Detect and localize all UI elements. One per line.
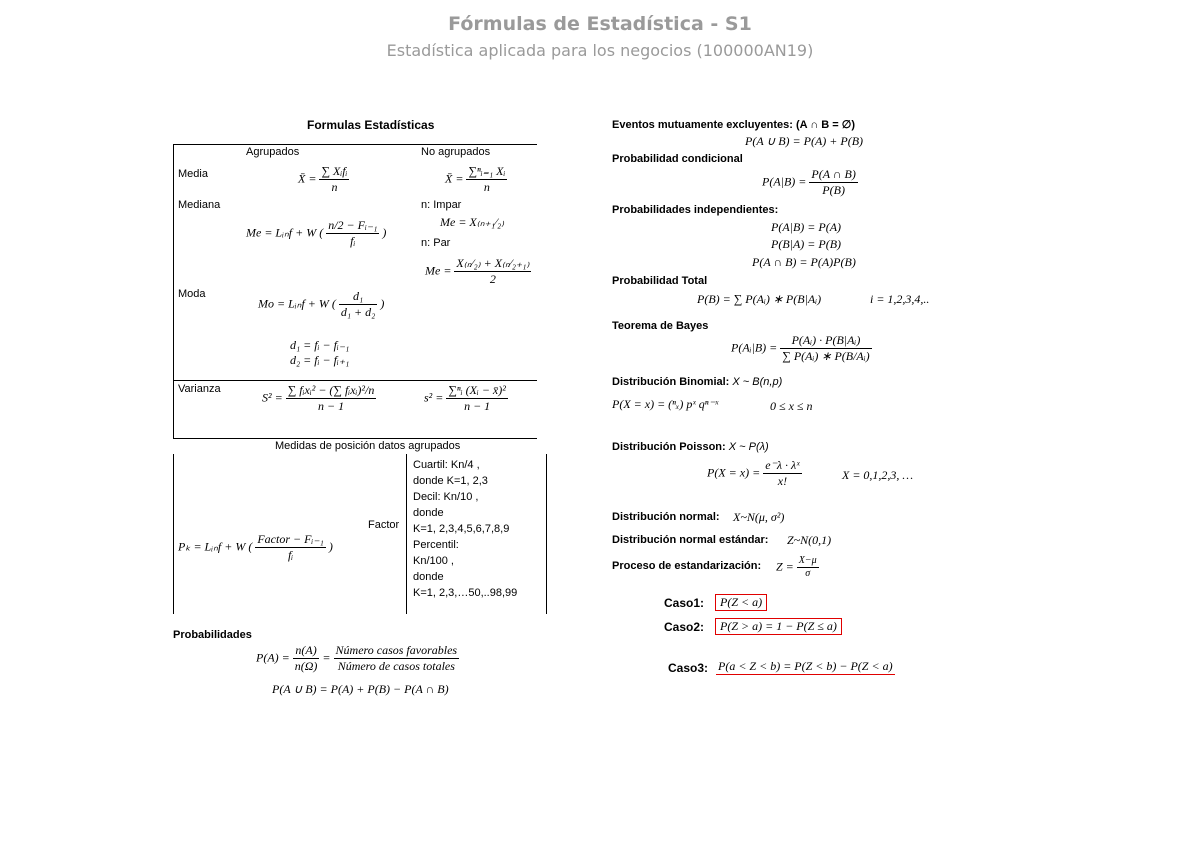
poisson-denominator: x! xyxy=(777,474,788,488)
position-divider-rule xyxy=(406,454,407,614)
bayes-formula xyxy=(731,333,872,364)
pk-fraction xyxy=(255,532,326,563)
conditional-numerator: P(A ∩ B) xyxy=(811,167,856,181)
page-title: Fórmulas de Estadística - S1 xyxy=(448,13,752,35)
exclusive-events-label: Eventos mutuamente excluyentes: (A ∩ B = ∅) xyxy=(612,119,855,131)
bayes-numerator: P(Aᵢ) · P(B|Aᵢ) xyxy=(780,333,871,349)
poisson-range: X = 0,1,2,3, … xyxy=(842,468,914,482)
exclusive-events-formula: P(A ∪ B) = P(A) + P(B) xyxy=(745,134,864,148)
me-impar-formula: Me = X₍ₙ₊₁⁄₂₎ xyxy=(440,215,505,229)
case2-label: Caso2: xyxy=(664,620,705,634)
standardization-lhs: Z = xyxy=(776,559,794,574)
probability-classic-fraction-counts xyxy=(293,643,320,674)
factor-definitions xyxy=(413,457,517,601)
table-left-rule xyxy=(173,144,174,439)
me-par-formula xyxy=(425,256,531,287)
varianza-ungrouped-lhs: s² = xyxy=(424,390,444,405)
row-label-media: Media xyxy=(178,168,208,180)
conditional-fraction xyxy=(809,167,857,198)
position-left-rule xyxy=(173,454,174,614)
probability-classic-formula: P(A) = $\frac{n(A)}{n(\Omega)}$ = $\frac{\text{Número casos favorables}}{\text{Número de casos totales}}$ xyxy=(256,643,458,673)
varianza-grouped-denominator: n − 1 xyxy=(317,399,345,413)
standardization-denominator: σ xyxy=(805,568,811,579)
poisson-distribution: X ~ P(λ) xyxy=(728,441,769,453)
factor-label: Factor xyxy=(368,519,400,531)
standardization-label: Proceso de estandarización: xyxy=(612,560,762,572)
factor-line: donde xyxy=(413,507,444,519)
varianza-grouped-formula xyxy=(262,383,376,414)
me-par-lhs: Me = xyxy=(425,263,452,278)
pk-rhs: ) xyxy=(328,539,333,554)
mediana-grouped-denominator: fᵢ xyxy=(350,234,356,248)
case3-label: Caso3: xyxy=(668,661,709,675)
me-par-denominator: 2 xyxy=(489,272,496,286)
position-measures-title: Medidas de posición datos agrupados xyxy=(275,440,461,452)
varianza-grouped-fraction xyxy=(286,383,377,414)
poisson-label: Distribución Poisson: xyxy=(612,441,726,453)
varianza-grouped-lhs: S² = xyxy=(262,390,283,405)
total-probability-label: Probabilidad Total xyxy=(612,275,708,287)
d2-formula: d₂ = fᵢ − fᵢ₊₁ xyxy=(290,353,350,367)
probability-classic-numerator-words: Número casos favorables xyxy=(335,643,458,657)
total-probability-formula: P(B) = ∑ P(Aᵢ) ∗ P(B|Aᵢ) xyxy=(697,292,822,306)
pk-formula xyxy=(178,532,333,563)
varianza-ungrouped-denominator: n − 1 xyxy=(464,399,491,413)
standardization-fraction xyxy=(797,555,819,580)
col-header-ungrouped: No agrupados xyxy=(421,146,491,158)
probability-classic-denominator-words: Número de casos totales xyxy=(337,659,455,673)
pk-lhs: Pₖ = Lᵢₙf + W ( xyxy=(178,539,253,554)
independent-formula-3: P(A ∩ B) = P(A)P(B) xyxy=(752,255,856,269)
probability-union-formula: P(A ∪ B) = P(A) + P(B) − P(A ∩ B) xyxy=(272,682,449,696)
media-ungrouped-numerator: ∑ⁿᵢ₌₁ Xᵢ xyxy=(468,164,506,178)
moda-denominator: d₁ + d₂ xyxy=(340,305,376,319)
row-label-mediana: Mediana xyxy=(178,199,221,211)
media-grouped-formula xyxy=(298,164,349,195)
factor-line: K=1, 2,3,4,5,6,7,8,9 xyxy=(413,523,510,535)
binomial-formula: P(X = x) = (ⁿₓ) pˣ qⁿ⁻ˣ xyxy=(612,397,719,411)
media-grouped-lhs: X̄ = xyxy=(298,171,317,186)
mediana-grouped-rhs: ) xyxy=(382,225,387,240)
factor-line: Percentil: xyxy=(413,539,459,551)
moda-rhs: ) xyxy=(380,296,385,311)
mediana-grouped-formula xyxy=(246,218,386,249)
binomial-label-row xyxy=(612,376,782,388)
moda-formula xyxy=(258,289,384,320)
poisson-lhs: P(X = x) = xyxy=(707,465,761,480)
probability-classic-denominator-counts: n(Ω) xyxy=(294,659,318,673)
mediana-grouped-numerator: n/2 − Fᵢ₋₁ xyxy=(328,218,378,232)
independent-probabilities-label: Probabilidades independientes: xyxy=(612,204,779,216)
table-top-rule xyxy=(173,144,537,145)
bayes-lhs: P(Aᵢ|B) = xyxy=(731,340,778,355)
standardization-numerator: X−μ xyxy=(798,555,817,566)
poisson-label-row xyxy=(612,441,769,453)
factor-line: K=1, 2,3,…50,..98,99 xyxy=(413,587,518,599)
bayes-label: Teorema de Bayes xyxy=(612,320,709,332)
pk-denominator: fᵢ xyxy=(287,548,294,562)
bayes-fraction xyxy=(780,333,871,364)
moda-lhs: Mo = Lᵢₙf + W ( xyxy=(258,296,336,311)
independent-formula-1: P(A|B) = P(A) xyxy=(771,220,842,234)
independent-formula-2: P(B|A) = P(B) xyxy=(771,237,842,251)
normal-label: Distribución normal: xyxy=(612,511,720,523)
total-probability-range: i = 1,2,3,4,.. xyxy=(870,292,930,306)
poisson-fraction xyxy=(763,458,801,489)
probabilities-title: Probabilidades xyxy=(173,629,252,641)
conditional-lhs: P(A|B) = xyxy=(762,174,807,189)
d1-formula: d₁ = fᵢ − fᵢ₋₁ xyxy=(290,338,350,352)
moda-numerator: d₁ xyxy=(339,289,377,305)
table-varianza-rule xyxy=(173,380,537,381)
conditional-probability-label: Probabilidad condicional xyxy=(612,153,743,165)
page-subtitle: Estadística aplicada para los negocios (100000AN19) xyxy=(386,41,814,60)
media-ungrouped-formula xyxy=(445,164,507,195)
col-header-grouped: Agrupados xyxy=(246,146,300,158)
binomial-range: 0 ≤ x ≤ n xyxy=(770,399,813,413)
media-ungrouped-fraction xyxy=(466,164,507,195)
case2-formula: P(Z > a) = 1 − P(Z ≤ a) xyxy=(715,618,842,635)
bayes-denominator: ∑ P(Aᵢ) ∗ P(B/Aᵢ) xyxy=(782,349,870,363)
mediana-grouped-lhs: Me = Lᵢₙf + W ( xyxy=(246,225,324,240)
media-grouped-denominator: n xyxy=(331,180,338,194)
varianza-ungrouped-fraction xyxy=(446,383,507,414)
media-grouped-numerator: ∑ Xᵢfᵢ xyxy=(321,164,348,178)
standardization-formula xyxy=(776,555,819,580)
binomial-distribution: X ~ B(n,p) xyxy=(732,376,783,388)
standard-normal-formula: Z~N(0,1) xyxy=(787,533,832,547)
case3-formula: P(a < Z < b) = P(Z < b) − P(Z < a) xyxy=(718,659,893,673)
probability-classic-numerator-counts: n(A) xyxy=(293,643,320,659)
probability-classic-lhs: P(A) = xyxy=(256,650,290,665)
row-label-varianza: Varianza xyxy=(178,383,221,395)
table-bottom-rule xyxy=(173,438,537,439)
position-right-rule xyxy=(546,454,547,614)
media-ungrouped-denominator: n xyxy=(483,180,490,194)
varianza-ungrouped-formula xyxy=(424,383,508,414)
table-title: Formulas Estadísticas xyxy=(307,118,435,132)
case1-label: Caso1: xyxy=(664,596,705,610)
me-par-fraction xyxy=(454,256,531,287)
poisson-numerator: e⁻λ · λˣ xyxy=(765,458,800,472)
mediana-grouped-fraction xyxy=(326,218,379,249)
factor-line: Decil: Kn/10 , xyxy=(413,491,479,503)
varianza-grouped-numerator: ∑ fᵢxᵢ² − (∑ fᵢxᵢ)²/n xyxy=(287,383,375,397)
moda-fraction xyxy=(339,289,377,320)
probability-classic-fraction-words xyxy=(334,643,460,674)
factor-line: donde xyxy=(413,571,444,583)
factor-line: Cuartil: Kn/4 , xyxy=(413,459,480,471)
poisson-formula xyxy=(707,458,802,489)
binomial-label: Distribución Binomial: xyxy=(612,376,730,388)
case1-formula: P(Z < a) xyxy=(715,594,767,611)
standard-normal-label: Distribución normal estándar: xyxy=(612,534,769,546)
n-par-label: n: Par xyxy=(421,237,451,249)
media-ungrouped-lhs: X̄ = xyxy=(445,171,464,186)
factor-line: Kn/100 , xyxy=(413,555,454,567)
varianza-ungrouped-numerator: ∑ⁿᵢ (Xᵢ − x̄)² xyxy=(448,383,506,397)
normal-formula: X~N(μ, σ²) xyxy=(733,510,785,524)
conditional-probability-formula xyxy=(762,167,858,198)
media-grouped-fraction xyxy=(319,164,349,195)
factor-line: donde K=1, 2,3 xyxy=(413,475,488,487)
n-impar-label: n: Impar xyxy=(421,199,462,211)
row-label-moda: Moda xyxy=(178,288,206,300)
conditional-denominator: P(B) xyxy=(822,183,845,197)
pk-numerator: Factor − Fᵢ₋₁ xyxy=(257,532,324,546)
me-par-numerator: X₍ₙ⁄₂₎ + X₍ₙ⁄₂₊₁₎ xyxy=(456,256,530,270)
